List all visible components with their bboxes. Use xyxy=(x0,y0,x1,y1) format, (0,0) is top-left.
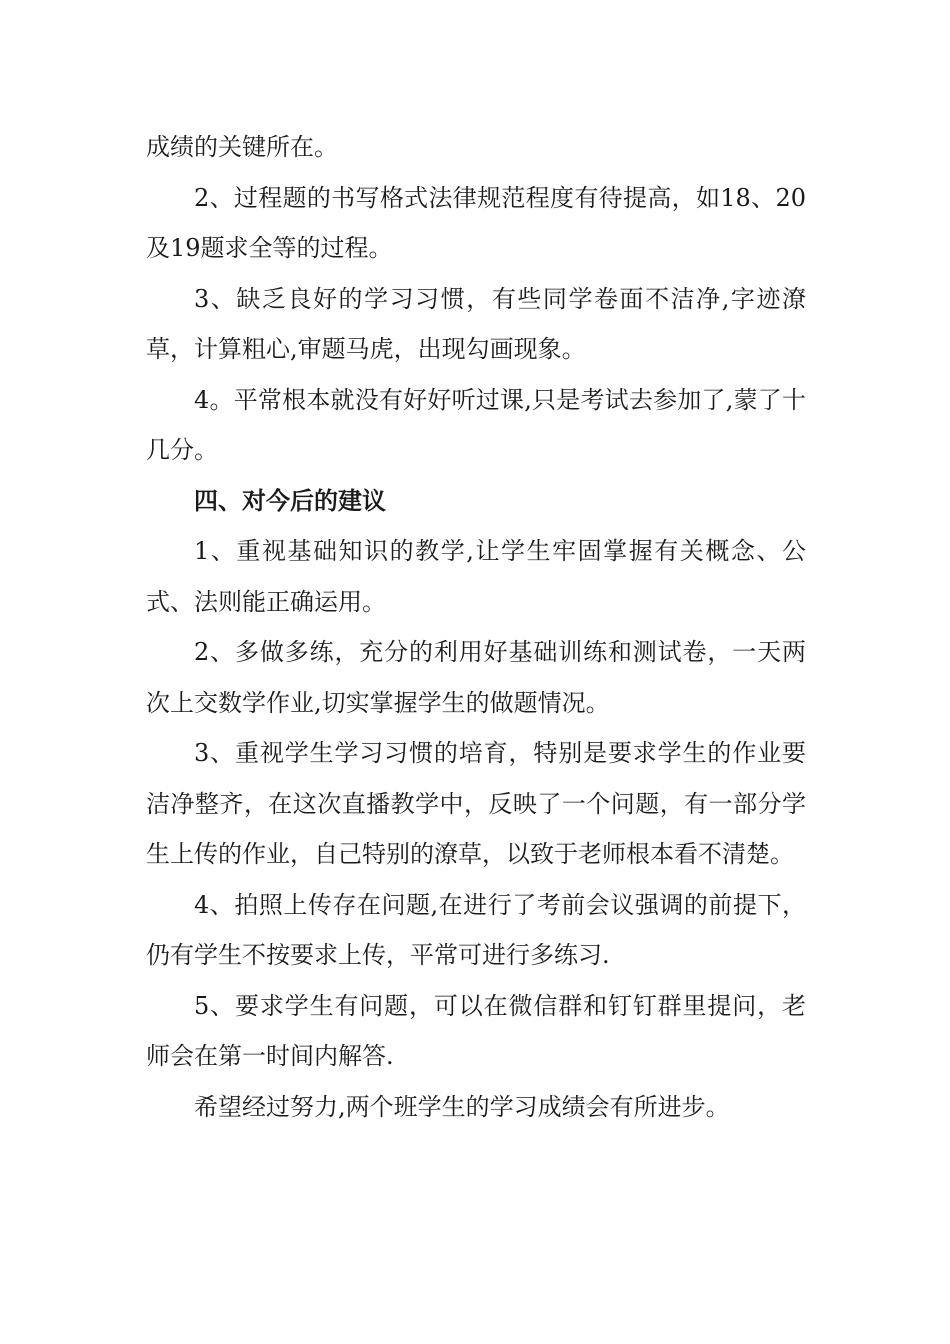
document-body xyxy=(146,122,806,1132)
suggestion-item-1: 1、重视基础知识的教学,让学生牢固掌握有关概念、公式、法则能正确运用。 xyxy=(146,537,806,616)
problem-item-3: 3、缺乏良好的学习习惯，有些同学卷面不洁净,字迹潦草，计算粗心,审题马虎，出现勾画现象。 xyxy=(146,284,806,363)
suggestion-item-4: 4、拍照上传存在问题,在进行了考前会议强调的前提下，仍有学生不按要求上传，平常可进行多练习. xyxy=(146,890,806,969)
problem-item-4: 4。平常根本就没有好好听过课,只是考试去参加了,蒙了十几分。 xyxy=(146,385,806,464)
closing-paragraph: 希望经过努力,两个班学生的学习成绩会有所进步。 xyxy=(194,1092,730,1121)
section-heading: 四、对今后的建议 xyxy=(194,486,386,515)
continuation-paragraph: 成绩的关键所在。 xyxy=(146,133,338,161)
suggestion-item-5: 5、要求学生有问题，可以在微信群和钉钉群里提问，老师会在第一时间内解答. xyxy=(146,991,806,1070)
problem-item-2: 2、过程题的书写格式法律规范程度有待提高，如18、20及19题求全等的过程。 xyxy=(146,183,806,262)
suggestion-item-2: 2、多做多练，充分的利用好基础训练和测试卷，一天两次上交数学作业,切实掌握学生的做题情况。 xyxy=(146,638,806,717)
suggestion-item-3: 3、重视学生学习习惯的培育，特别是要求学生的作业要洁净整齐，在这次直播教学中，反映了一个问题，有一部分学生上传的作业，自己特别的潦草，以致于老师根本看不清楚。 xyxy=(146,739,806,868)
